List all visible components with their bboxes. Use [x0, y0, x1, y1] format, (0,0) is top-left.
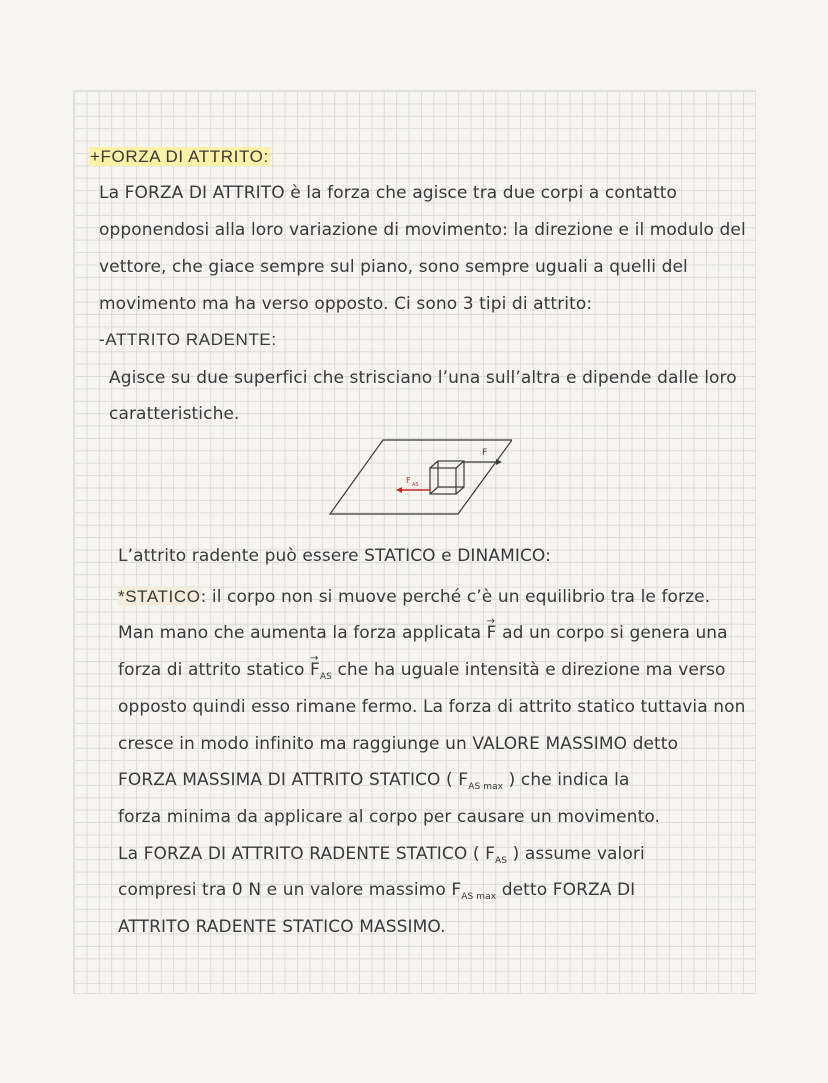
statico-line-2: Man mano che aumenta la forza applicata → F ad un corpo si genera una — [118, 622, 728, 644]
statico-line-3: forza di attrito statico → $F_{AS}$ che ha uguale intensità e direzione ma verso — [118, 659, 726, 688]
friction-force-arrow — [396, 476, 430, 493]
vector-f: → F — [487, 622, 497, 644]
applied-force-arrow — [464, 448, 502, 465]
friction-label-sub: AS — [412, 482, 419, 488]
statico-line-5: cresce in modo infinito ma raggiunge un VALORE MASSIMO detto — [118, 734, 679, 754]
force-label: F — [482, 448, 488, 458]
statico-line-8: La FORZA DI ATTRITO RADENTE STATICO ( $F_{AS}$ ) assume valori — [118, 844, 645, 866]
statico-line-10: ATTRITO RADENTE STATICO MASSIMO. — [118, 917, 446, 937]
radente-line-2: caratteristiche. — [109, 404, 240, 424]
radente-line-1: Agisce su due superfici che strisciano l’una sull’altra e dipende dalle loro — [109, 368, 737, 388]
subtitle-attrito-radente: -ATTRITO RADENTE: — [99, 330, 277, 349]
statico-line-9: compresi tra 0 N e un valore massimo $F_{AS max}$ detto FORZA DI — [118, 880, 636, 902]
friction-label: F — [406, 476, 411, 485]
statico-line-7: forza minima da applicare al corpo per causare un movimento. — [118, 807, 661, 827]
friction-diagram — [328, 436, 512, 518]
type-line: L’attrito radente può essere STATICO e DINAMICO: — [118, 546, 551, 566]
section-title: +FORZA DI ATTRITO: — [90, 147, 269, 166]
intro-line-1: La FORZA DI ATTRITO è la forza che agisce tra due corpi a contatto — [99, 183, 678, 203]
vector-fas: → F — [310, 659, 320, 681]
statico-line-1: *STATICO: il corpo non si muove perché c’è un equilibrio tra le forze. — [118, 587, 711, 607]
statico-line-4: opposto quindi esso rimane fermo. La forza di attrito statico tuttavia non — [118, 697, 746, 717]
intro-line-2: opponendosi alla loro variazione di movimento: la direzione e il modulo del — [99, 220, 746, 240]
statico-line-6: FORZA MASSIMA DI ATTRITO STATICO ( $F_{AS max}$ ) che indica la — [118, 770, 630, 792]
block-icon — [430, 461, 464, 494]
intro-line-4: movimento ma ha verso opposto. Ci sono 3 tipi di attrito: — [99, 294, 593, 314]
intro-line-3: vettore, che giace sempre sul piano, sono sempre uguali a quelli del — [99, 257, 688, 277]
